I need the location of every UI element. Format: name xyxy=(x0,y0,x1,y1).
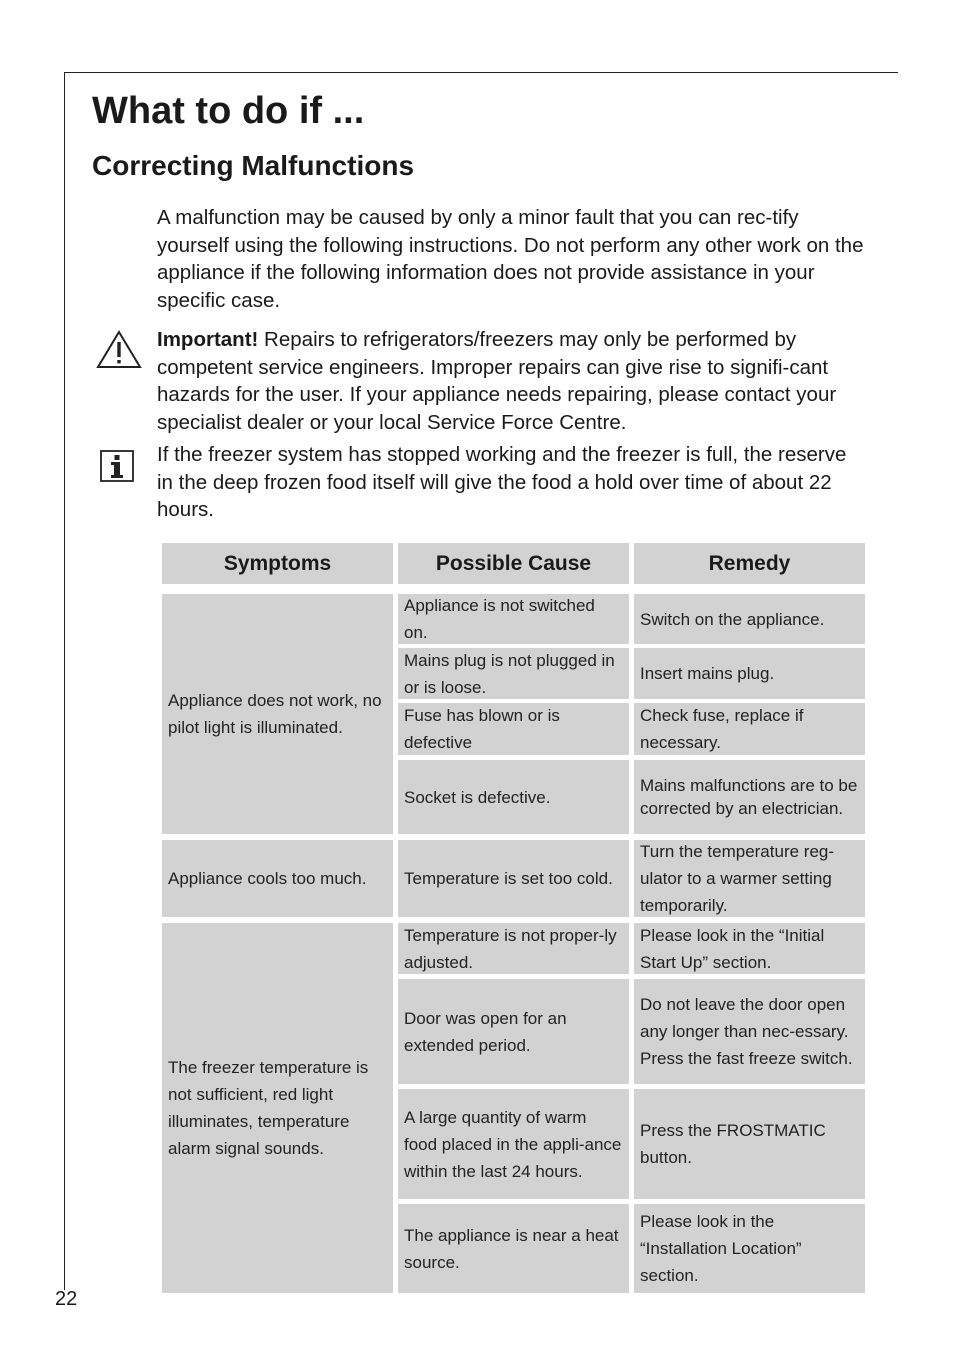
cause-cell: Fuse has blown or is defective xyxy=(398,703,629,755)
remedy-cell: Press the FROSTMATIC button. xyxy=(634,1089,865,1199)
cause-cell: A large quantity of warm food placed in the appli-ance within the last 24 hours. xyxy=(398,1089,629,1199)
remedy-cell: Turn the temperature reg-ulator to a warmer setting temporarily. xyxy=(634,840,865,917)
important-paragraph xyxy=(157,326,867,436)
frame-top-rule xyxy=(64,72,898,73)
cause-cell: Temperature is not proper-ly adjusted. xyxy=(398,923,629,974)
section-subtitle: Correcting Malfunctions xyxy=(92,150,415,181)
remedy-cell: Check fuse, replace if necessary. xyxy=(634,703,865,755)
header-symptoms: Symptoms xyxy=(162,543,393,584)
page-number: 22 xyxy=(55,1288,78,1310)
cause-cell: Mains plug is not plugged in or is loose. xyxy=(398,648,629,699)
header-remedy: Remedy xyxy=(634,543,865,584)
header-possible-cause: Possible Cause xyxy=(398,543,629,584)
remedy-cell: Please look in the “Initial Start Up” section. xyxy=(634,923,865,974)
info-icon xyxy=(100,450,134,482)
symptom-cell: Appliance does not work, no pilot light is illuminated. xyxy=(162,594,393,834)
important-text: Repairs to refrigerators/freezers may only be performed by competent service engineers. Improper repairs can give rise to signifi-cant hazards for the user. If your appliance needs repairing, please contact your specialist dealer or your local Service Force Centre. xyxy=(157,328,837,434)
warning-triangle-icon xyxy=(96,330,142,370)
info-paragraph: If the freezer system has stopped working and the freezer is full, the reserve in the deep frozen food itself will give the food a hold over time of about 22 hours. xyxy=(157,443,847,521)
remedy-cell: Please look in the “Installation Location” section. xyxy=(634,1204,865,1293)
symptom-cell: The freezer temperature is not sufficient, red light illuminates, temperature alarm signal sounds. xyxy=(162,923,393,1293)
important-label: Important! xyxy=(157,328,259,351)
frame-left-rule xyxy=(64,72,65,1290)
cause-cell: Door was open for an extended period. xyxy=(398,979,629,1084)
intro-paragraph: A malfunction may be caused by only a minor fault that you can rec-tify yourself using the following instructions. Do not perform any other work on the appliance if the following information does not provide assistance in your specific case. xyxy=(157,206,864,312)
remedy-cell: Do not leave the door open any longer than nec-essary. Press the fast freeze switch. xyxy=(634,979,865,1084)
remedy-cell: Mains malfunctions are to be corrected by an electrician. xyxy=(634,760,865,834)
symptom-cell: Appliance cools too much. xyxy=(162,840,393,917)
remedy-cell: Insert mains plug. xyxy=(634,648,865,699)
cause-cell: The appliance is near a heat source. xyxy=(398,1204,629,1293)
cause-cell: Socket is defective. xyxy=(398,760,629,834)
cause-cell: Temperature is set too cold. xyxy=(398,840,629,917)
page-title: What to do if ... xyxy=(92,90,365,132)
cause-cell: Appliance is not switched on. xyxy=(398,594,629,644)
remedy-cell: Switch on the appliance. xyxy=(634,594,865,644)
